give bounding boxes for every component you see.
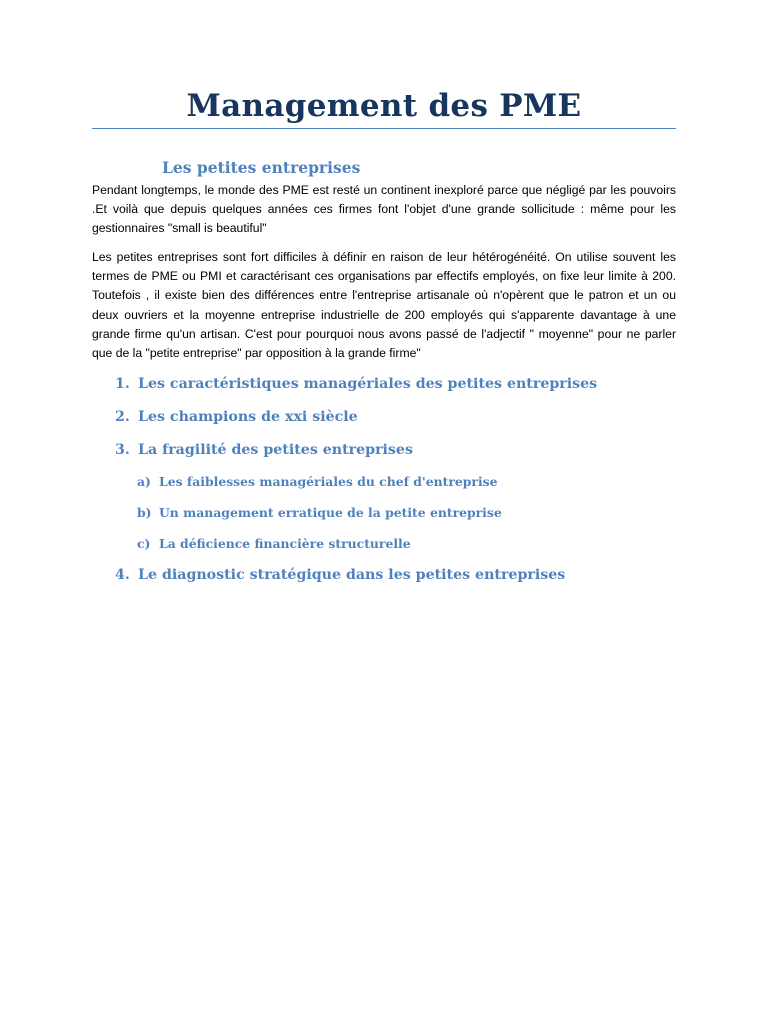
outline-number: 1. bbox=[115, 376, 130, 392]
outline-item-1 bbox=[115, 373, 597, 395]
outline-subitem-3a bbox=[137, 472, 498, 492]
outline-number: 4. bbox=[115, 567, 130, 583]
outline-label: La fragilité des petites entreprises bbox=[138, 442, 413, 458]
outline-item-4 bbox=[115, 564, 565, 586]
outline-subnumber: b) bbox=[137, 505, 152, 520]
outline-item-2 bbox=[115, 406, 358, 428]
document-title: Management des PME bbox=[186, 88, 582, 124]
outline-sublabel: Un management erratique de la petite entreprise bbox=[159, 505, 502, 520]
outline-subitem-3b bbox=[137, 503, 502, 523]
title-underline bbox=[92, 128, 676, 129]
definition-paragraph: Les petites entreprises sont fort difficiles à définir en raison de leur hétérogénéité. On utilise souvent les termes de PME ou PMI et caractérisant ces organisations par effectifs employés, on fixe leur limite à 200. Toutefois , il existe bien des différences entre l'entreprise artisanale où n'opèrent que le patron et un ou deux ouvriers et la moyenne entreprise industrielle de 200 employés qui s'apparente davantage à une grande firme qu'un artisan. C'est pour pourquoi nous avons passé de l'adjectif " moyenne" pour ne parler que de la "petite entreprise" par opposition à la grande firme" bbox=[92, 250, 676, 361]
outline-label: Le diagnostic stratégique dans les petites entreprises bbox=[138, 567, 566, 583]
outline-subnumber: a) bbox=[137, 474, 151, 489]
outline-subnumber: c) bbox=[137, 536, 151, 551]
outline-sublabel: La déficience financière structurelle bbox=[159, 536, 411, 551]
outline-label: Les caractéristiques managériales des petites entreprises bbox=[138, 376, 598, 392]
outline-subitem-3c bbox=[137, 534, 411, 554]
outline-label: Les champions de xxi siècle bbox=[138, 409, 358, 425]
outline-item-3 bbox=[115, 439, 413, 461]
outline-number: 3. bbox=[115, 442, 130, 458]
intro-paragraph: Pendant longtemps, le monde des PME est resté un continent inexploré parce que négligé par les pouvoirs .Et voilà que depuis quelques années ces firmes font l'objet d'une grande sollicitude : même pour les gestionnaires "small is beautiful" bbox=[92, 183, 676, 236]
outline-sublabel: Les faiblesses managériales du chef d'entreprise bbox=[159, 474, 498, 489]
outline-number: 2. bbox=[115, 409, 130, 425]
section-heading: Les petites entreprises bbox=[162, 158, 361, 177]
